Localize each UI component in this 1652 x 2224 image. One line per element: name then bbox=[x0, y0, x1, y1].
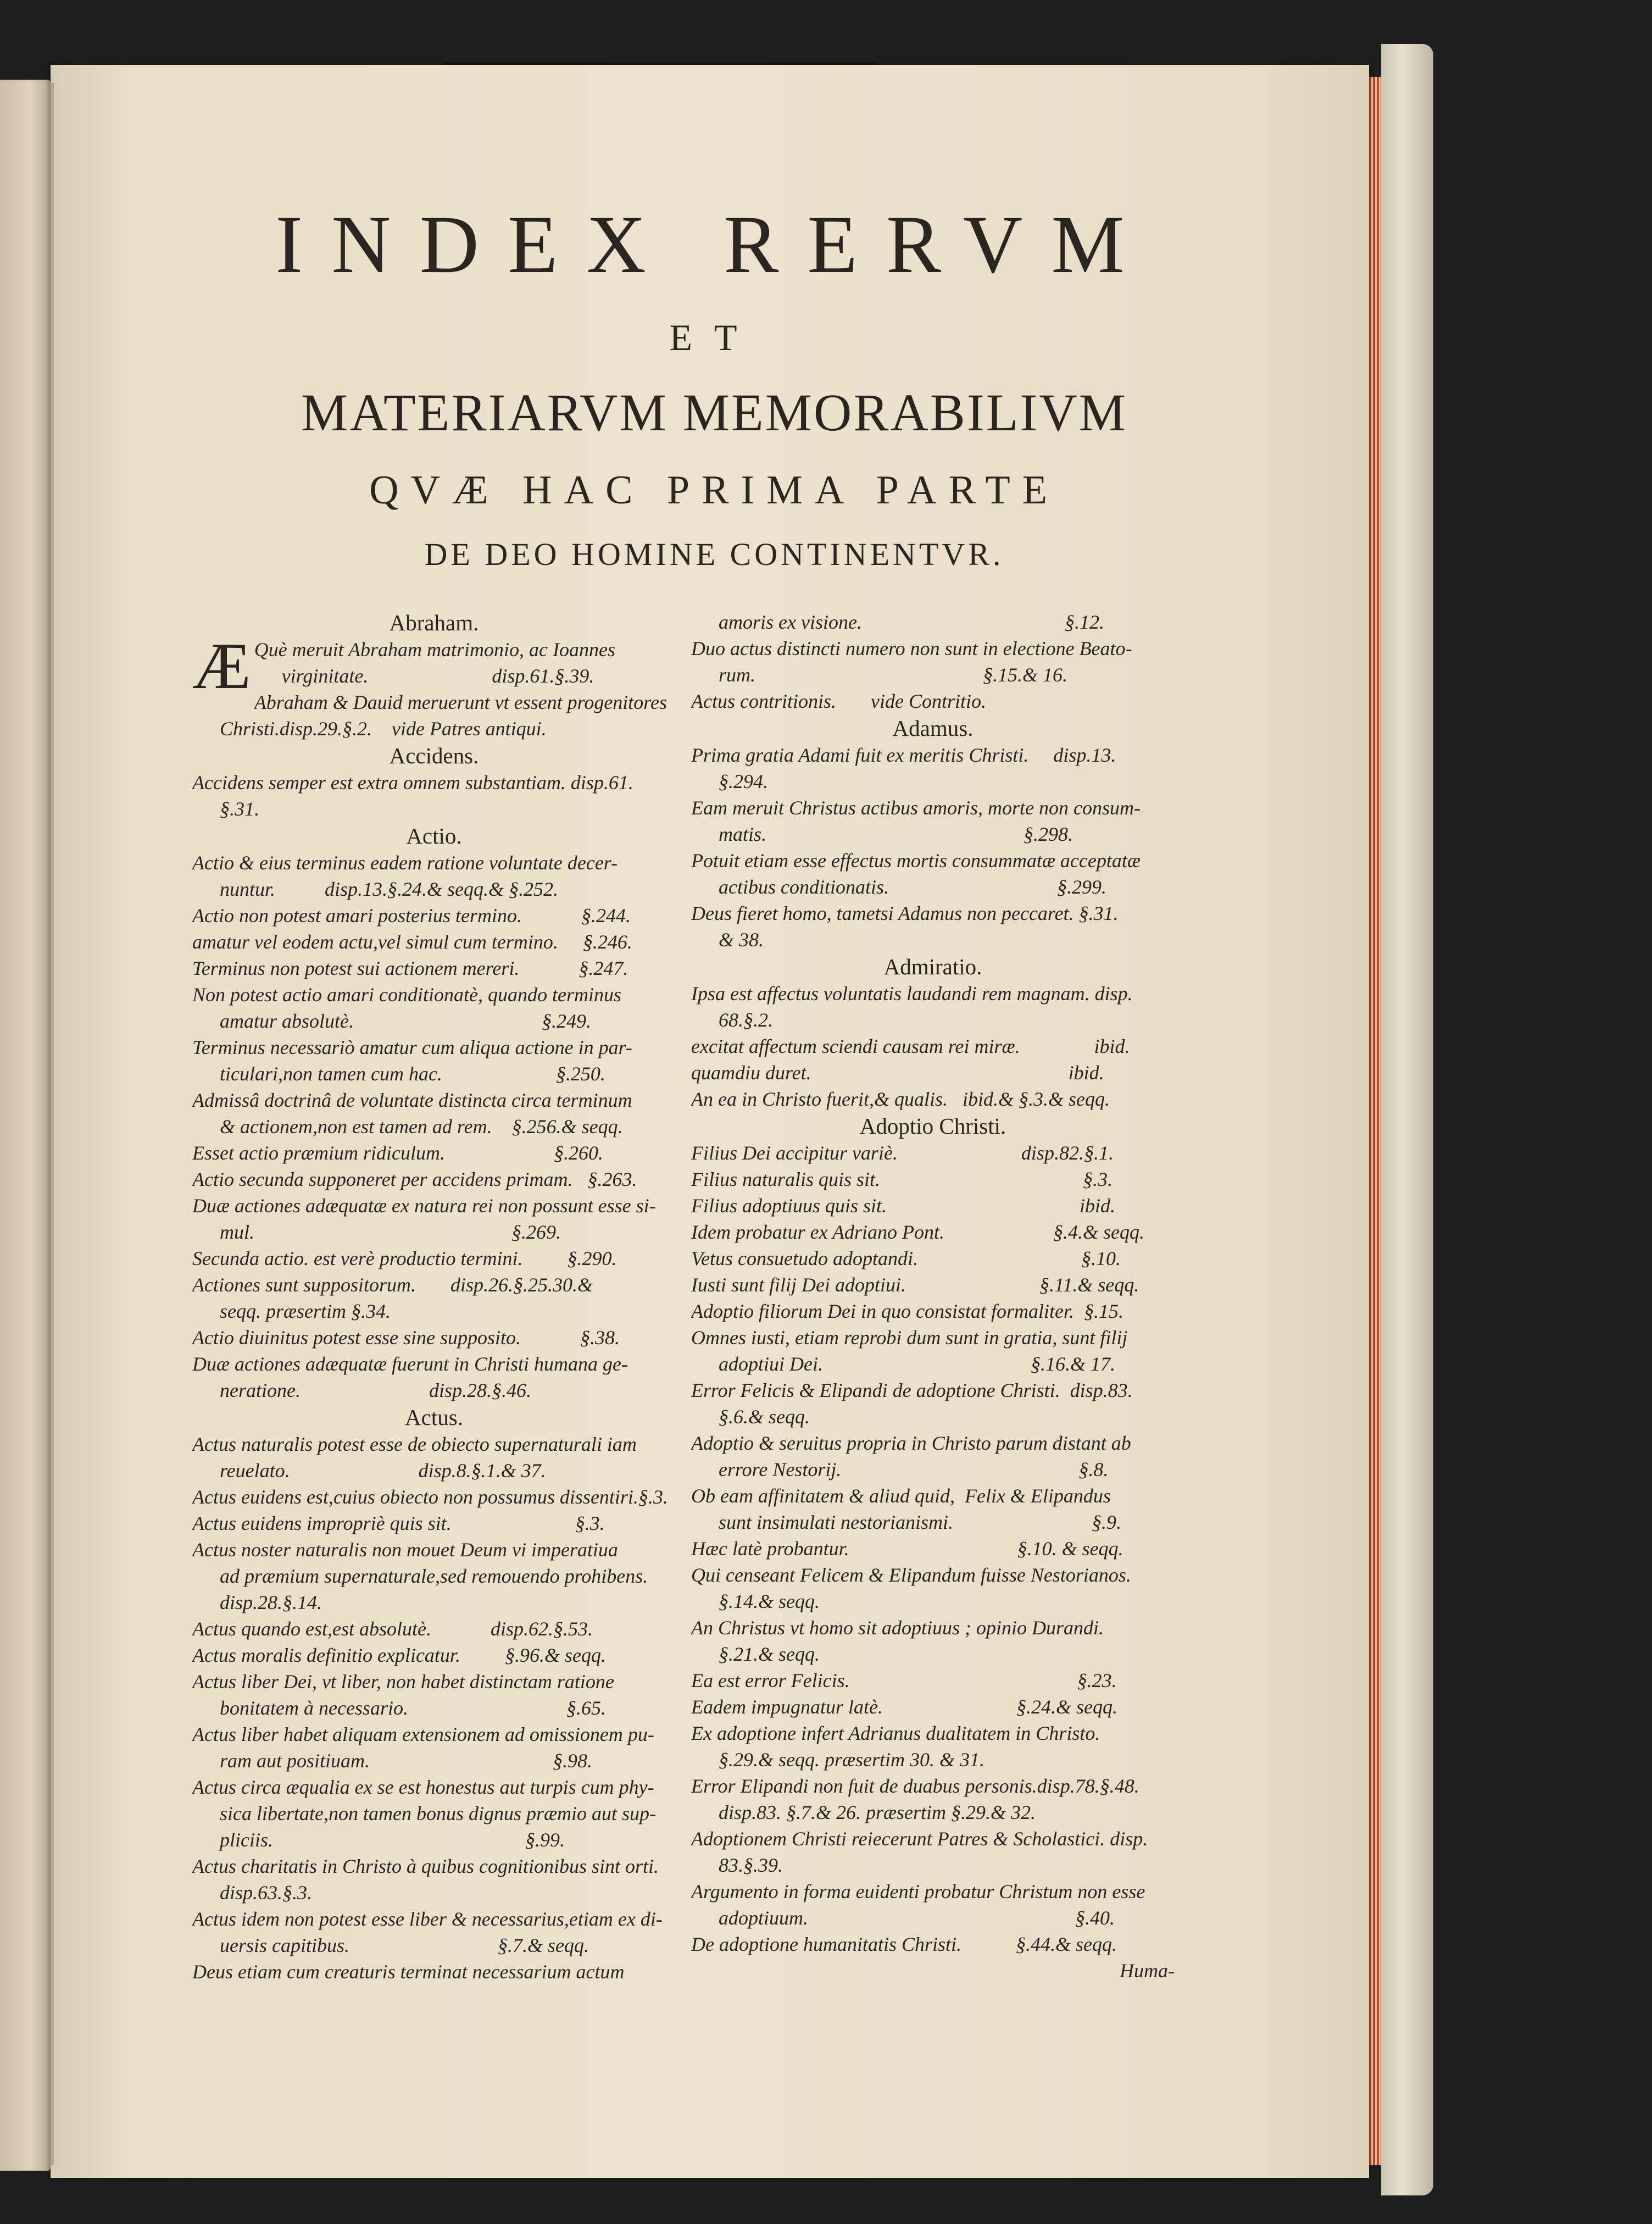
index-entry: Actus liber habet aliquam extensionem ad omissionem pu- bbox=[192, 1723, 654, 1745]
index-entry: Actus liber Dei, vt liber, non habet distinctam ratione bbox=[192, 1671, 614, 1693]
title-de-deo: DE DEO HOMINE CONTINENTVR. bbox=[424, 536, 1004, 572]
index-entry: Idem probatur ex Adriano Pont. §.4.& seqq. bbox=[691, 1221, 1144, 1243]
index-heading: Abraham. bbox=[389, 610, 479, 635]
facing-page-edge bbox=[0, 80, 51, 2171]
index-entry-continuation: amoris ex visione. §.12. bbox=[719, 611, 1104, 633]
index-entry: Eam meruit Christus actibus amoris, morte non consum- bbox=[691, 797, 1141, 819]
index-entry-continuation: sunt insimulati nestorianismi. §.9. bbox=[719, 1511, 1122, 1533]
index-entry: Prima gratia Adami fuit ex meritis Christi. disp.13. bbox=[691, 744, 1116, 766]
index-entry: Admissâ doctrinâ de voluntate distincta circa terminum bbox=[192, 1089, 632, 1111]
index-entry: Hæc latè probantur. §.10. & seqq. bbox=[691, 1538, 1123, 1560]
index-entry-continuation: §.294. bbox=[719, 770, 768, 792]
title-et: ET bbox=[669, 317, 759, 358]
index-entry-continuation: amatur absolutè. §.249. bbox=[220, 1010, 592, 1032]
index-entry-continuation: adoptiuum. §.40. bbox=[719, 1907, 1115, 1929]
index-entry: Adoptio & seruitus propria in Christo parum distant ab bbox=[691, 1432, 1131, 1454]
index-entry-continuation: nuntur. disp.13.§.24.& seqq.& §.252. bbox=[220, 878, 559, 900]
index-entry-continuation: ticulari,non tamen cum hac. §.250. bbox=[220, 1063, 605, 1085]
index-entry-continuation: disp.63.§.3. bbox=[220, 1882, 313, 1904]
index-entry: Potuit etiam esse effectus mortis consummatæ acceptatæ bbox=[691, 850, 1141, 872]
index-entry-continuation: neratione. disp.28.§.46. bbox=[220, 1379, 531, 1401]
index-entry: Duæ actiones adæquatæ fuerunt in Christi humana ge- bbox=[192, 1353, 628, 1375]
index-entry: Actio diuinitus potest esse sine supposito. §.38. bbox=[192, 1327, 620, 1349]
index-entry-continuation: 68.§.2. bbox=[719, 1009, 773, 1031]
index-entry: Accidens semper est extra omnem substantiam. disp.61. bbox=[192, 772, 633, 794]
index-entry-continuation: §.14.& seqq. bbox=[719, 1590, 820, 1612]
index-entry: Actiones sunt suppositorum. disp.26.§.25.30.& bbox=[192, 1274, 593, 1296]
index-entry: amatur vel eodem actu,vel simul cum termino. §.246. bbox=[192, 931, 632, 953]
index-entry-continuation: rum. §.15.& 16. bbox=[719, 664, 1068, 686]
index-entry-continuation: seqq. præsertim §.34. bbox=[220, 1300, 391, 1322]
index-entry: Actus euidens est,cuius obiecto non possumus dissentiri.§.3. bbox=[192, 1486, 668, 1508]
index-entry: Actio & eius terminus eadem ratione voluntate decer- bbox=[192, 852, 618, 874]
index-entry: Error Felicis & Elipandi de adoptione Christi. disp.83. bbox=[691, 1379, 1133, 1401]
catchword: Huma- bbox=[1120, 1960, 1175, 1982]
title-index-rerum: INDEX RERVM bbox=[275, 199, 1153, 290]
index-entry: De adoptione humanitatis Christi. §.44.& seqq. bbox=[691, 1933, 1117, 1955]
index-entry: Iusti sunt filij Dei adoptiui. §.11.& seqq. bbox=[691, 1274, 1139, 1296]
index-heading: Actus. bbox=[405, 1405, 463, 1430]
index-entry-continuation: & actionem,non est tamen ad rem. §.256.& seqq. bbox=[220, 1116, 623, 1138]
index-entry-continuation: virginitate. disp.61.§.39. bbox=[281, 665, 594, 687]
index-entry: Eadem impugnatur latè. §.24.& seqq. bbox=[691, 1696, 1117, 1718]
index-entry: Actus moralis definitio explicatur. §.96.& seqq. bbox=[192, 1644, 606, 1666]
index-entry-continuation: §.6.& seqq. bbox=[719, 1406, 810, 1428]
index-entry-continuation: uersis capitibus. §.7.& seqq. bbox=[220, 1934, 589, 1956]
index-entry-continuation: disp.28.§.14. bbox=[220, 1591, 322, 1613]
index-entry-continuation: §.21.& seqq. bbox=[719, 1643, 820, 1665]
index-entry: Adoptio filiorum Dei in quo consistat formaliter. §.15. bbox=[691, 1300, 1124, 1322]
index-entry: Abraham & Dauid meruerunt vt essent progenitores bbox=[254, 691, 667, 713]
index-entry-continuation: sica libertate,non tamen bonus dignus præmio aut sup- bbox=[220, 1803, 656, 1824]
index-entry-continuation: matis. §.298. bbox=[719, 823, 1073, 845]
index-entry-continuation: pliciis. §.99. bbox=[220, 1829, 565, 1851]
index-entry-continuation: actibus conditionatis. §.299. bbox=[719, 876, 1106, 898]
index-entry: Qui censeant Felicem & Elipandum fuisse Nestorianos. bbox=[691, 1564, 1131, 1586]
index-entry-continuation: adoptiui Dei. §.16.& 17. bbox=[719, 1353, 1115, 1375]
index-entry: Actus idem non potest esse liber & necessarius,etiam ex di- bbox=[192, 1908, 663, 1930]
index-entry: Actus charitatis in Christo à quibus cognitionibus sint orti. bbox=[192, 1855, 659, 1877]
index-entry-continuation: Christi.disp.29.§.2. vide Patres antiqui. bbox=[220, 718, 547, 740]
index-heading: Accidens. bbox=[389, 743, 479, 768]
index-entry: Ob eam affinitatem & aliud quid, Felix & Elipandus bbox=[691, 1485, 1111, 1507]
index-entry: Terminus necessariò amatur cum aliqua actione in par- bbox=[192, 1036, 632, 1058]
index-entry: Error Elipandi non fuit de duabus personis.disp.78.§.48. bbox=[691, 1775, 1139, 1797]
index-entry: Actus noster naturalis non mouet Deum vi imperatiua bbox=[192, 1539, 618, 1561]
index-entry: Secunda actio. est verè productio termini. §.290. bbox=[192, 1247, 617, 1269]
index-entry: Actio non potest amari posterius termino. §.244. bbox=[192, 905, 631, 927]
index-entry: Deus fieret homo, tametsi Adamus non peccaret. §.31. bbox=[691, 902, 1119, 924]
index-entry-continuation: errore Nestorij. §.8. bbox=[719, 1458, 1109, 1480]
index-entry: Terminus non potest sui actionem mereri. §.247. bbox=[192, 957, 628, 979]
index-entry-continuation: & 38. bbox=[719, 929, 764, 951]
index-entry: Ex adoptione infert Adrianus dualitatem in Christo. bbox=[691, 1722, 1100, 1744]
page-block-edge bbox=[1369, 77, 1381, 2165]
index-entry: Vetus consuetudo adoptandi. §.10. bbox=[691, 1247, 1121, 1269]
index-entry: Non potest actio amari conditionatè, quando terminus bbox=[192, 984, 621, 1006]
index-heading: Actio. bbox=[406, 823, 462, 848]
index-entry: Deus etiam cum creaturis terminat necessarium actum bbox=[192, 1961, 625, 1983]
index-entry: Actio secunda supponeret per accidens primam. §.263. bbox=[192, 1168, 637, 1190]
index-entry: Ea est error Felicis. §.23. bbox=[691, 1670, 1117, 1691]
index-entry: Adoptionem Christi reiecerunt Patres & Scholastici. disp. bbox=[691, 1828, 1148, 1850]
index-entry-continuation: §.29.& seqq. præsertim 30. & 31. bbox=[719, 1749, 985, 1771]
index-entry: Filius Dei accipitur variè. disp.82.§.1. bbox=[691, 1142, 1114, 1164]
index-heading: Adamus. bbox=[892, 716, 974, 741]
title-quae-hac: QVÆ HAC PRIMA PARTE bbox=[369, 468, 1059, 513]
drop-capital: Æ bbox=[192, 629, 251, 702]
index-entry-continuation: disp.83. §.7.& 26. præsertim §.29.& 32. bbox=[719, 1801, 1036, 1823]
index-entry-continuation: ram aut positiuam. §.98. bbox=[220, 1750, 593, 1772]
index-entry: Actus euidens impropriè quis sit. §.3. bbox=[192, 1512, 605, 1534]
index-entry: Filius adoptiuus quis sit. ibid. bbox=[691, 1195, 1116, 1217]
index-entry: An Christus vt homo sit adoptiuus ; opinio Durandi. bbox=[691, 1617, 1104, 1639]
index-entry: Actus circa æqualia ex se est honestus aut turpis cum phy- bbox=[192, 1776, 654, 1798]
index-entry-continuation: mul. §.269. bbox=[220, 1221, 561, 1243]
index-entry: Ipsa est affectus voluntatis laudandi rem magnam. disp. bbox=[691, 983, 1133, 1005]
index-entry-text: Què meruit Abraham matrimonio, ac Ioannes bbox=[254, 639, 615, 661]
index-entry: An ea in Christo fuerit,& qualis. ibid.& §.3.& seqq. bbox=[691, 1088, 1110, 1110]
index-entry-continuation: ad præmium supernaturale,sed remouendo prohibens. bbox=[220, 1565, 648, 1587]
index-entry: Argumento in forma euidenti probatur Christum non esse bbox=[691, 1881, 1145, 1903]
index-entry: Actus contritionis. vide Contritio. bbox=[691, 690, 986, 712]
binding-cover bbox=[1381, 44, 1433, 2195]
index-entry-continuation: §.31. bbox=[220, 798, 259, 820]
index-heading: Adoptio Christi. bbox=[859, 1113, 1006, 1139]
index-column-right bbox=[691, 609, 1175, 2016]
title-materiarum: MATERIARVM MEMORABILIVM bbox=[301, 383, 1128, 442]
index-entry: Duæ actiones adæquatæ ex natura rei non possunt esse si- bbox=[192, 1195, 656, 1217]
index-column-left bbox=[192, 609, 676, 2016]
index-entry: excitat affectum sciendi causam rei miræ. ibid. bbox=[691, 1035, 1130, 1057]
index-entry: Actus quando est,est absolutè. disp.62.§.53. bbox=[192, 1618, 593, 1640]
index-entry-continuation: reuelato. disp.8.§.1.& 37. bbox=[220, 1460, 546, 1482]
index-entry-continuation: 83.§.39. bbox=[719, 1854, 783, 1876]
index-entry: quamdiu duret. ibid. bbox=[691, 1062, 1104, 1084]
gutter bbox=[51, 82, 54, 2165]
index-entry-continuation: bonitatem à necessario. §.65. bbox=[220, 1697, 606, 1719]
index-entry: Duo actus distincti numero non sunt in electione Beato- bbox=[691, 637, 1132, 659]
index-entry: Esset actio præmium ridiculum. §.260. bbox=[192, 1142, 603, 1164]
index-entry: Actus naturalis potest esse de obiecto supernaturali iam bbox=[192, 1433, 637, 1455]
index-heading: Admiratio. bbox=[883, 954, 982, 979]
index-entry: Omnes iusti, etiam reprobi dum sunt in gratia, sunt filij bbox=[691, 1327, 1128, 1349]
index-entry: Filius naturalis quis sit. §.3. bbox=[691, 1168, 1113, 1190]
